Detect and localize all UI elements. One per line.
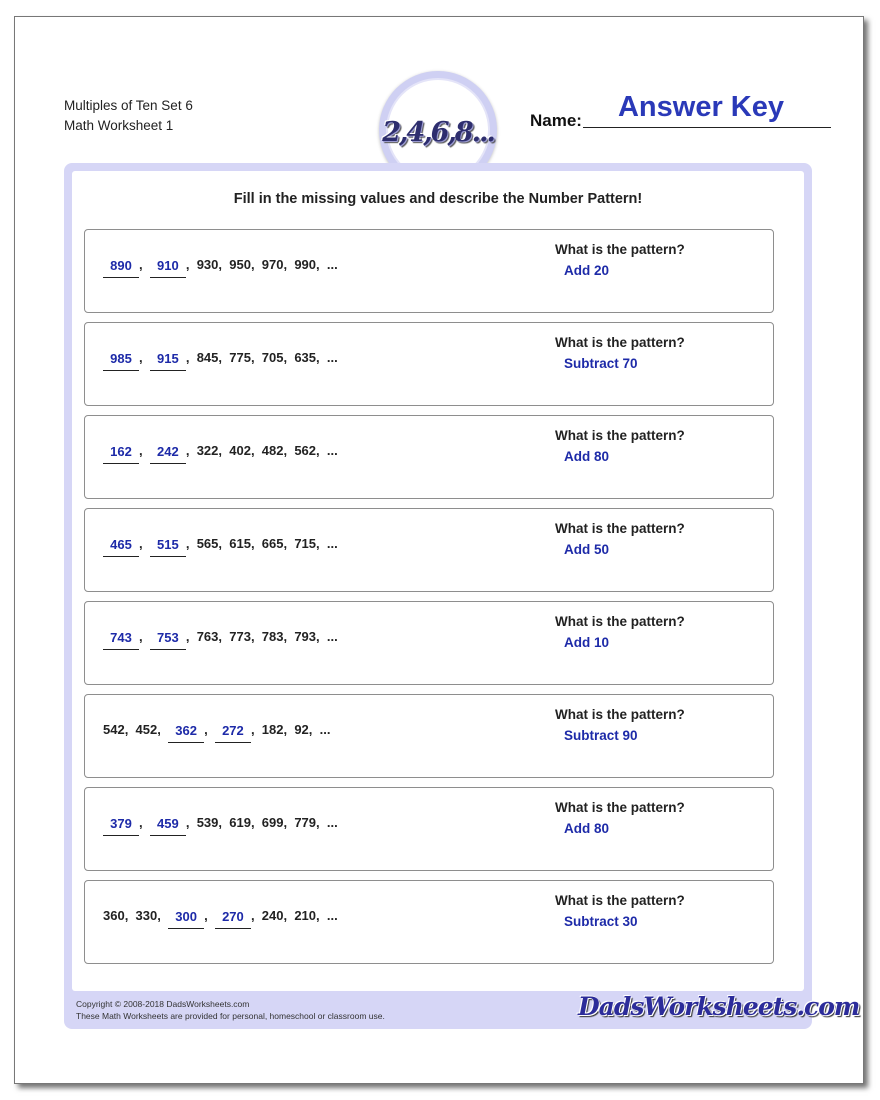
pattern-answer: Subtract 70 bbox=[564, 356, 638, 371]
number-sequence bbox=[103, 722, 330, 737]
answer-blank[interactable]: 985 bbox=[103, 351, 139, 371]
answer-blank[interactable]: 753 bbox=[150, 630, 186, 650]
sequence-separator: , bbox=[218, 443, 230, 458]
number-sequence bbox=[103, 443, 338, 458]
pattern-question: What is the pattern? bbox=[555, 614, 685, 629]
sequence-separator: , bbox=[316, 536, 327, 551]
sequence-term: 615 bbox=[229, 536, 251, 551]
brand-logo: DadsWorksheets.com bbox=[578, 992, 860, 1021]
worksheet-subtitle: Math Worksheet 1 bbox=[64, 118, 174, 133]
sequence-term: 763 bbox=[196, 629, 219, 644]
sequence-separator: , bbox=[139, 257, 150, 272]
problem-box bbox=[84, 694, 774, 778]
sequence-term: ... bbox=[326, 629, 338, 644]
sequence-separator: , bbox=[185, 629, 197, 644]
sequence-term: 665 bbox=[261, 536, 284, 551]
pattern-answer: Add 20 bbox=[564, 263, 610, 278]
sequence-term: 360 bbox=[103, 908, 125, 923]
sequence-term: 779 bbox=[294, 815, 317, 830]
sequence-term: 240 bbox=[261, 908, 284, 923]
sequence-separator: , bbox=[185, 443, 197, 458]
sequence-term: 482 bbox=[261, 443, 284, 458]
pattern-question: What is the pattern? bbox=[555, 521, 685, 536]
number-sequence bbox=[103, 536, 338, 551]
sequence-separator: , bbox=[250, 908, 262, 923]
sequence-separator: , bbox=[218, 257, 230, 272]
sequence-term: ... bbox=[326, 815, 338, 830]
pattern-question: What is the pattern? bbox=[555, 893, 685, 908]
sequence-separator: , bbox=[157, 908, 169, 923]
sequence-term: 322 bbox=[196, 443, 219, 458]
sequence-separator: , bbox=[185, 350, 197, 365]
sequence-term: ... bbox=[326, 536, 338, 551]
sequence-separator: , bbox=[283, 908, 295, 923]
sequence-separator: , bbox=[185, 536, 197, 551]
sequence-separator: , bbox=[316, 908, 327, 923]
sequence-separator: , bbox=[283, 536, 295, 551]
sequence-separator: , bbox=[250, 443, 262, 458]
number-sequence bbox=[103, 815, 338, 830]
number-sequence bbox=[103, 629, 338, 644]
pattern-question: What is the pattern? bbox=[555, 707, 685, 722]
sequence-separator: , bbox=[250, 815, 262, 830]
sequence-separator: , bbox=[250, 536, 262, 551]
problem-box bbox=[84, 880, 774, 964]
answer-blank[interactable]: 362 bbox=[168, 723, 204, 743]
pattern-answer: Add 50 bbox=[564, 542, 610, 557]
sequence-term: 210 bbox=[294, 908, 317, 923]
sequence-separator: , bbox=[124, 722, 136, 737]
answer-blank[interactable]: 743 bbox=[103, 630, 139, 650]
sequence-separator: , bbox=[204, 908, 215, 923]
answer-blank[interactable]: 270 bbox=[215, 909, 251, 929]
sequence-term: 635 bbox=[294, 350, 317, 365]
worksheet-title: Multiples of Ten Set 6 bbox=[64, 98, 193, 113]
sequence-term: ... bbox=[319, 722, 331, 737]
sequence-term: 699 bbox=[261, 815, 284, 830]
sequence-term: 970 bbox=[261, 257, 284, 272]
sequence-term: ... bbox=[326, 350, 338, 365]
sequence-term: 330 bbox=[135, 908, 158, 923]
sequence-separator: , bbox=[250, 257, 262, 272]
sequence-separator: , bbox=[185, 815, 197, 830]
answer-blank[interactable]: 890 bbox=[103, 258, 139, 278]
sequence-separator: , bbox=[316, 350, 327, 365]
sequence-term: 793 bbox=[294, 629, 317, 644]
sequence-term: 619 bbox=[229, 815, 251, 830]
answer-blank[interactable]: 465 bbox=[103, 537, 139, 557]
sequence-term: 705 bbox=[261, 350, 284, 365]
sequence-term: ... bbox=[326, 908, 338, 923]
name-line bbox=[583, 127, 831, 128]
problem-box bbox=[84, 229, 774, 313]
number-sequence bbox=[103, 350, 338, 365]
pattern-answer: Subtract 30 bbox=[564, 914, 638, 929]
pattern-question: What is the pattern? bbox=[555, 800, 685, 815]
pattern-answer: Add 80 bbox=[564, 449, 610, 464]
answer-blank[interactable]: 515 bbox=[150, 537, 186, 557]
sequence-separator: , bbox=[139, 350, 150, 365]
pattern-question: What is the pattern? bbox=[555, 335, 685, 350]
sequence-term: ... bbox=[326, 257, 338, 272]
answer-blank[interactable]: 459 bbox=[150, 816, 186, 836]
sequence-separator: , bbox=[283, 443, 295, 458]
sequence-separator: , bbox=[316, 443, 327, 458]
sequence-term: 783 bbox=[261, 629, 284, 644]
sequence-term: 565 bbox=[196, 536, 219, 551]
sequence-term: 950 bbox=[229, 257, 251, 272]
problem-box bbox=[84, 787, 774, 871]
sequence-separator: , bbox=[139, 443, 150, 458]
sequence-separator: , bbox=[283, 722, 295, 737]
sequence-term: 182 bbox=[261, 722, 284, 737]
answer-blank[interactable]: 162 bbox=[103, 444, 139, 464]
sequence-term: 930 bbox=[196, 257, 219, 272]
pattern-question: What is the pattern? bbox=[555, 428, 685, 443]
problem-box bbox=[84, 415, 774, 499]
sequence-term: 845 bbox=[196, 350, 219, 365]
sequence-term: 452 bbox=[135, 722, 158, 737]
sequence-separator: , bbox=[316, 629, 327, 644]
sequence-separator: , bbox=[218, 815, 230, 830]
name-label: Name: bbox=[530, 111, 582, 130]
sequence-term: 542 bbox=[103, 722, 125, 737]
sequence-separator: , bbox=[283, 257, 295, 272]
pattern-answer: Add 80 bbox=[564, 821, 610, 836]
sequence-separator: , bbox=[124, 908, 136, 923]
sequence-separator: , bbox=[250, 629, 262, 644]
number-sequence bbox=[103, 257, 338, 272]
number-sequence bbox=[103, 908, 338, 923]
problem-box bbox=[84, 508, 774, 592]
sequence-separator: , bbox=[218, 629, 230, 644]
sequence-term: 775 bbox=[229, 350, 251, 365]
answer-blank[interactable]: 242 bbox=[150, 444, 186, 464]
sequence-term: 92 bbox=[294, 722, 309, 737]
answer-blank[interactable]: 915 bbox=[150, 351, 186, 371]
sequence-separator: , bbox=[185, 257, 197, 272]
sequence-term: 990 bbox=[294, 257, 317, 272]
answer-blank[interactable]: 379 bbox=[103, 816, 139, 836]
pattern-answer: Add 10 bbox=[564, 635, 610, 650]
problem-box bbox=[84, 601, 774, 685]
answer-blank[interactable]: 272 bbox=[215, 723, 251, 743]
answer-key-label: Answer Key bbox=[617, 91, 784, 123]
sequence-term: 539 bbox=[196, 815, 219, 830]
instructions: Fill in the missing values and describe the Number Pattern! bbox=[233, 191, 643, 207]
logo-text: 2,4,6,8... bbox=[382, 116, 494, 148]
sequence-term: 715 bbox=[294, 536, 317, 551]
pattern-answer: Subtract 90 bbox=[564, 728, 638, 743]
sequence-term: ... bbox=[326, 443, 338, 458]
sequence-separator: , bbox=[308, 722, 320, 737]
answer-blank[interactable]: 300 bbox=[168, 909, 204, 929]
footer-copyright bbox=[76, 998, 385, 1022]
pattern-question: What is the pattern? bbox=[555, 242, 685, 257]
answer-blank[interactable]: 910 bbox=[150, 258, 186, 278]
sequence-separator: , bbox=[139, 815, 150, 830]
sequence-separator: , bbox=[250, 722, 262, 737]
sequence-separator: , bbox=[218, 536, 230, 551]
sequence-separator: , bbox=[204, 722, 215, 737]
sequence-separator: , bbox=[283, 815, 295, 830]
usage-notice: These Math Worksheets are provided for personal, homeschool or classroom use. bbox=[76, 1011, 385, 1021]
problem-box bbox=[84, 322, 774, 406]
sequence-separator: , bbox=[139, 629, 150, 644]
sequence-separator: , bbox=[250, 350, 262, 365]
sequence-term: 562 bbox=[294, 443, 317, 458]
worksheet-header bbox=[64, 96, 193, 136]
sequence-separator: , bbox=[139, 536, 150, 551]
sequence-separator: , bbox=[283, 350, 295, 365]
sequence-separator: , bbox=[316, 257, 327, 272]
sequence-separator: , bbox=[157, 722, 169, 737]
copyright-text: Copyright © 2008-2018 DadsWorksheets.com bbox=[76, 999, 250, 1009]
sequence-separator: , bbox=[316, 815, 327, 830]
sequence-separator: , bbox=[283, 629, 295, 644]
sequence-term: 402 bbox=[229, 443, 251, 458]
sequence-term: 773 bbox=[229, 629, 251, 644]
sequence-separator: , bbox=[218, 350, 230, 365]
